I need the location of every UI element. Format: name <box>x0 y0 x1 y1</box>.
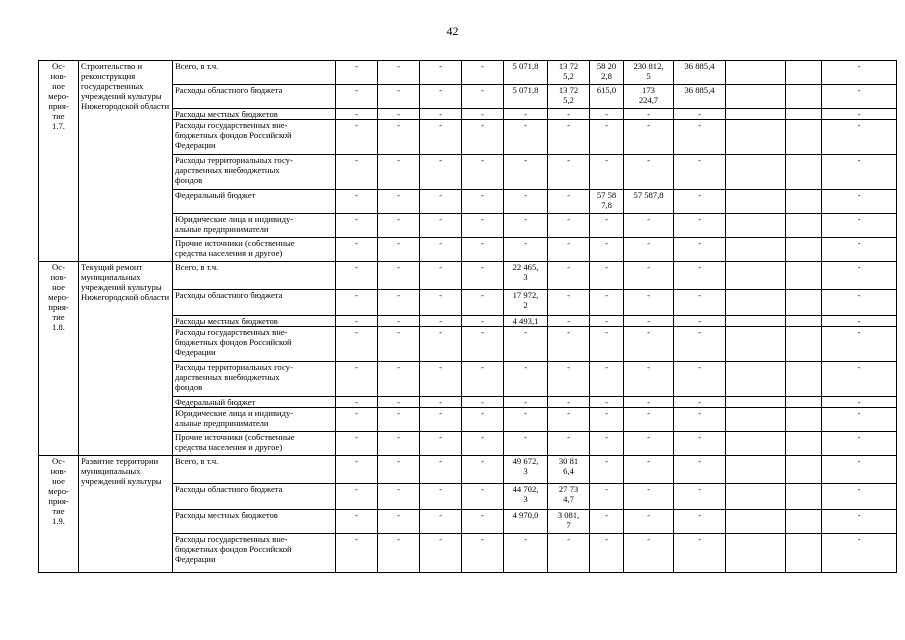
value-cell: - <box>548 316 590 327</box>
value-cell: - <box>420 109 462 120</box>
value-cell: 17 972, 2 <box>504 290 548 316</box>
value-cell: - <box>378 155 420 190</box>
value-cell: 44 702, 3 <box>504 484 548 510</box>
value-cell: - <box>504 327 548 362</box>
value-cell: - <box>674 327 726 362</box>
funding-source-cell: Расходы местных бюджетов <box>173 510 336 534</box>
value-cell: - <box>624 362 674 397</box>
value-cell: - <box>822 120 897 155</box>
value-cell: - <box>548 214 590 238</box>
value-cell: - <box>674 510 726 534</box>
activity-name-cell: Развитие территории муниципальных учреждений культуры <box>79 456 173 573</box>
value-cell: - <box>378 534 420 573</box>
budget-table <box>38 60 897 573</box>
value-cell: 27 73 4,7 <box>548 484 590 510</box>
value-cell: - <box>462 85 504 109</box>
value-cell: - <box>504 397 548 408</box>
value-cell: - <box>590 362 624 397</box>
value-cell: - <box>548 408 590 432</box>
value-cell: - <box>624 109 674 120</box>
value-cell: - <box>336 61 378 85</box>
value-cell: - <box>504 190 548 214</box>
value-cell: - <box>420 214 462 238</box>
value-cell: - <box>624 327 674 362</box>
value-cell: - <box>336 510 378 534</box>
value-cell: - <box>624 432 674 456</box>
value-cell: - <box>462 510 504 534</box>
value-cell: - <box>336 397 378 408</box>
value-cell: - <box>378 61 420 85</box>
funding-source-cell: Федеральный бюджет <box>173 190 336 214</box>
value-cell: - <box>462 316 504 327</box>
value-cell <box>786 362 822 397</box>
funding-source-cell: Расходы территориальных госу- дарственных внебюджетных фондов <box>173 362 336 397</box>
activity-id-cell: Ос- нов- ное меро- прия- тие 1.7. <box>39 61 79 262</box>
value-cell <box>786 534 822 573</box>
value-cell: - <box>624 214 674 238</box>
value-cell: - <box>462 238 504 262</box>
value-cell: - <box>674 456 726 484</box>
value-cell: - <box>674 316 726 327</box>
value-cell: - <box>336 362 378 397</box>
value-cell: - <box>822 238 897 262</box>
value-cell: - <box>420 262 462 290</box>
funding-source-cell: Расходы местных бюджетов <box>173 109 336 120</box>
value-cell: - <box>590 155 624 190</box>
funding-source-cell: Расходы областного бюджета <box>173 85 336 109</box>
value-cell <box>726 327 786 362</box>
value-cell: - <box>420 397 462 408</box>
value-cell: - <box>462 327 504 362</box>
value-cell <box>786 327 822 362</box>
value-cell: - <box>548 432 590 456</box>
value-cell <box>786 214 822 238</box>
value-cell: - <box>336 238 378 262</box>
value-cell: - <box>462 290 504 316</box>
value-cell: - <box>548 290 590 316</box>
value-cell: - <box>822 362 897 397</box>
value-cell <box>726 262 786 290</box>
value-cell <box>726 61 786 85</box>
value-cell: 4 970,0 <box>504 510 548 534</box>
value-cell: - <box>822 408 897 432</box>
value-cell: 13 72 5,2 <box>548 85 590 109</box>
value-cell: - <box>624 262 674 290</box>
value-cell <box>786 316 822 327</box>
value-cell: - <box>336 408 378 432</box>
value-cell: - <box>504 432 548 456</box>
value-cell: - <box>462 262 504 290</box>
value-cell: - <box>548 327 590 362</box>
value-cell: - <box>674 534 726 573</box>
value-cell: - <box>822 327 897 362</box>
value-cell: - <box>548 397 590 408</box>
value-cell: - <box>462 120 504 155</box>
value-cell <box>726 397 786 408</box>
value-cell: - <box>378 456 420 484</box>
value-cell <box>726 238 786 262</box>
value-cell: - <box>420 510 462 534</box>
value-cell: - <box>378 109 420 120</box>
value-cell: - <box>420 534 462 573</box>
value-cell: - <box>462 155 504 190</box>
value-cell: - <box>420 456 462 484</box>
value-cell: - <box>822 61 897 85</box>
value-cell: - <box>674 484 726 510</box>
value-cell: - <box>822 534 897 573</box>
value-cell: - <box>590 510 624 534</box>
value-cell <box>786 61 822 85</box>
value-cell: - <box>548 238 590 262</box>
value-cell: - <box>548 534 590 573</box>
value-cell: - <box>624 408 674 432</box>
value-cell: - <box>336 109 378 120</box>
value-cell: - <box>624 238 674 262</box>
value-cell: - <box>378 190 420 214</box>
value-cell <box>726 510 786 534</box>
value-cell: - <box>548 262 590 290</box>
value-cell: 5 071,8 <box>504 61 548 85</box>
value-cell: - <box>624 534 674 573</box>
value-cell: - <box>420 290 462 316</box>
value-cell: - <box>822 155 897 190</box>
value-cell <box>786 397 822 408</box>
value-cell: - <box>462 456 504 484</box>
funding-source-cell: Всего, в т.ч. <box>173 262 336 290</box>
funding-source-cell: Прочие источники (собственные средства населения и другое) <box>173 238 336 262</box>
value-cell: - <box>462 397 504 408</box>
value-cell: - <box>462 61 504 85</box>
value-cell: - <box>822 214 897 238</box>
value-cell: 36 885,4 <box>674 85 726 109</box>
value-cell: - <box>822 432 897 456</box>
value-cell: - <box>462 408 504 432</box>
value-cell: 49 672, 3 <box>504 456 548 484</box>
value-cell: - <box>624 484 674 510</box>
value-cell: - <box>420 61 462 85</box>
value-cell <box>786 109 822 120</box>
value-cell: - <box>378 238 420 262</box>
value-cell: - <box>378 214 420 238</box>
value-cell <box>786 190 822 214</box>
value-cell: - <box>590 408 624 432</box>
value-cell: - <box>590 456 624 484</box>
activity-name-cell: Строительство и реконструкция государственных учреждений культуры Нижегородской области <box>79 61 173 262</box>
value-cell: - <box>674 190 726 214</box>
funding-source-cell: Юридические лица и индивиду- альные предприниматели <box>173 214 336 238</box>
value-cell: - <box>674 262 726 290</box>
value-cell <box>726 408 786 432</box>
value-cell: - <box>504 214 548 238</box>
funding-source-cell: Расходы территориальных госу- дарственных внебюджетных фондов <box>173 155 336 190</box>
value-cell: - <box>420 120 462 155</box>
value-cell: - <box>822 316 897 327</box>
value-cell: 57 58 7,8 <box>590 190 624 214</box>
value-cell: - <box>504 155 548 190</box>
value-cell: - <box>624 456 674 484</box>
value-cell: - <box>674 397 726 408</box>
value-cell <box>786 120 822 155</box>
value-cell <box>786 238 822 262</box>
value-cell <box>786 262 822 290</box>
value-cell: - <box>420 316 462 327</box>
value-cell: - <box>624 290 674 316</box>
value-cell: - <box>336 432 378 456</box>
value-cell: - <box>462 214 504 238</box>
value-cell <box>726 316 786 327</box>
activity-name-cell: Текущий ремонт муниципальных учреждений культуры Нижегородской области <box>79 262 173 456</box>
funding-source-cell: Прочие источники (собственные средства населения и другое) <box>173 432 336 456</box>
value-cell: - <box>462 190 504 214</box>
value-cell: - <box>590 109 624 120</box>
value-cell: - <box>462 534 504 573</box>
table-row <box>39 262 897 290</box>
value-cell <box>786 432 822 456</box>
value-cell: - <box>378 316 420 327</box>
value-cell: 230 812, 5 <box>624 61 674 85</box>
value-cell: - <box>674 290 726 316</box>
value-cell: - <box>504 109 548 120</box>
value-cell: - <box>420 362 462 397</box>
value-cell: - <box>378 85 420 109</box>
value-cell: - <box>822 484 897 510</box>
value-cell <box>726 456 786 484</box>
value-cell: - <box>462 432 504 456</box>
budget-table-body <box>39 61 897 573</box>
value-cell: - <box>674 214 726 238</box>
value-cell: - <box>674 238 726 262</box>
funding-source-cell: Расходы государственных вне- бюджетных фондов Российской Федерации <box>173 120 336 155</box>
value-cell: - <box>420 484 462 510</box>
value-cell: - <box>548 362 590 397</box>
value-cell <box>786 456 822 484</box>
value-cell: - <box>420 190 462 214</box>
value-cell: - <box>378 362 420 397</box>
value-cell <box>786 484 822 510</box>
value-cell: 58 20 2,8 <box>590 61 624 85</box>
value-cell: - <box>378 510 420 534</box>
value-cell: - <box>590 120 624 155</box>
value-cell <box>726 484 786 510</box>
value-cell: - <box>590 238 624 262</box>
value-cell: - <box>590 327 624 362</box>
value-cell: - <box>822 397 897 408</box>
value-cell: - <box>822 456 897 484</box>
value-cell: - <box>590 484 624 510</box>
value-cell: 36 885,4 <box>674 61 726 85</box>
value-cell: - <box>420 155 462 190</box>
value-cell: - <box>590 534 624 573</box>
value-cell <box>726 432 786 456</box>
value-cell <box>726 290 786 316</box>
value-cell: - <box>822 109 897 120</box>
value-cell: - <box>336 290 378 316</box>
funding-source-cell: Расходы государственных вне- бюджетных фондов Российской Федерации <box>173 327 336 362</box>
value-cell <box>726 85 786 109</box>
activity-id-cell: Ос- нов- ное меро- прия- тие 1.9. <box>39 456 79 573</box>
value-cell: - <box>336 190 378 214</box>
value-cell: - <box>590 290 624 316</box>
value-cell: - <box>674 362 726 397</box>
value-cell <box>726 120 786 155</box>
value-cell: 173 224,7 <box>624 85 674 109</box>
value-cell: 3 081, 7 <box>548 510 590 534</box>
value-cell: - <box>548 109 590 120</box>
funding-source-cell: Юридические лица и индивиду- альные предприниматели <box>173 408 336 432</box>
value-cell: - <box>590 262 624 290</box>
value-cell: - <box>336 120 378 155</box>
value-cell: - <box>822 290 897 316</box>
value-cell: - <box>462 362 504 397</box>
value-cell: - <box>378 262 420 290</box>
value-cell: - <box>462 484 504 510</box>
value-cell: - <box>378 408 420 432</box>
table-row <box>39 61 897 85</box>
funding-source-cell: Расходы государственных вне- бюджетных фондов Российской Федерации <box>173 534 336 573</box>
value-cell: - <box>822 85 897 109</box>
value-cell: - <box>624 155 674 190</box>
value-cell: - <box>378 120 420 155</box>
value-cell: - <box>378 432 420 456</box>
value-cell: - <box>822 190 897 214</box>
funding-source-cell: Федеральный бюджет <box>173 397 336 408</box>
value-cell: - <box>624 316 674 327</box>
value-cell: - <box>378 397 420 408</box>
value-cell: - <box>420 238 462 262</box>
value-cell: - <box>420 85 462 109</box>
value-cell <box>786 85 822 109</box>
value-cell: - <box>674 408 726 432</box>
value-cell <box>726 190 786 214</box>
value-cell: - <box>504 362 548 397</box>
value-cell: - <box>420 432 462 456</box>
value-cell: - <box>336 316 378 327</box>
value-cell: - <box>336 155 378 190</box>
value-cell: 5 071,8 <box>504 85 548 109</box>
value-cell: - <box>504 120 548 155</box>
value-cell: - <box>336 456 378 484</box>
value-cell: - <box>674 432 726 456</box>
value-cell: - <box>590 214 624 238</box>
value-cell: - <box>378 327 420 362</box>
value-cell: - <box>590 432 624 456</box>
value-cell: 615,0 <box>590 85 624 109</box>
value-cell: - <box>548 155 590 190</box>
value-cell <box>726 214 786 238</box>
value-cell: - <box>378 290 420 316</box>
value-cell: - <box>336 327 378 362</box>
value-cell: 22 465, 3 <box>504 262 548 290</box>
value-cell: 13 72 5,2 <box>548 61 590 85</box>
value-cell: - <box>674 155 726 190</box>
value-cell: - <box>336 534 378 573</box>
value-cell: - <box>624 120 674 155</box>
value-cell <box>786 155 822 190</box>
value-cell <box>786 290 822 316</box>
page-number: 42 <box>446 24 459 38</box>
value-cell: - <box>822 510 897 534</box>
value-cell: - <box>378 484 420 510</box>
funding-source-cell: Расходы местных бюджетов <box>173 316 336 327</box>
value-cell <box>726 534 786 573</box>
value-cell: - <box>462 109 504 120</box>
value-cell: - <box>548 190 590 214</box>
value-cell <box>726 109 786 120</box>
value-cell <box>786 408 822 432</box>
value-cell: - <box>674 109 726 120</box>
value-cell <box>726 155 786 190</box>
value-cell: - <box>504 408 548 432</box>
funding-source-cell: Всего, в т.ч. <box>173 456 336 484</box>
value-cell: 30 81 6,4 <box>548 456 590 484</box>
value-cell: - <box>336 484 378 510</box>
value-cell <box>786 510 822 534</box>
value-cell: - <box>420 408 462 432</box>
activity-id-cell: Ос- нов- ное меро- прия- тие 1.8. <box>39 262 79 456</box>
value-cell: 4 493,1 <box>504 316 548 327</box>
value-cell: - <box>336 85 378 109</box>
value-cell <box>726 362 786 397</box>
value-cell: - <box>548 120 590 155</box>
value-cell: - <box>822 262 897 290</box>
value-cell: - <box>590 316 624 327</box>
funding-source-cell: Всего, в т.ч. <box>173 61 336 85</box>
table-row <box>39 456 897 484</box>
funding-source-cell: Расходы областного бюджета <box>173 484 336 510</box>
value-cell: - <box>336 214 378 238</box>
value-cell: - <box>504 534 548 573</box>
value-cell: - <box>674 120 726 155</box>
value-cell: - <box>624 397 674 408</box>
value-cell: - <box>590 397 624 408</box>
value-cell: - <box>504 238 548 262</box>
value-cell: - <box>624 510 674 534</box>
funding-source-cell: Расходы областного бюджета <box>173 290 336 316</box>
value-cell: - <box>336 262 378 290</box>
value-cell: 57 587,8 <box>624 190 674 214</box>
value-cell: - <box>420 327 462 362</box>
